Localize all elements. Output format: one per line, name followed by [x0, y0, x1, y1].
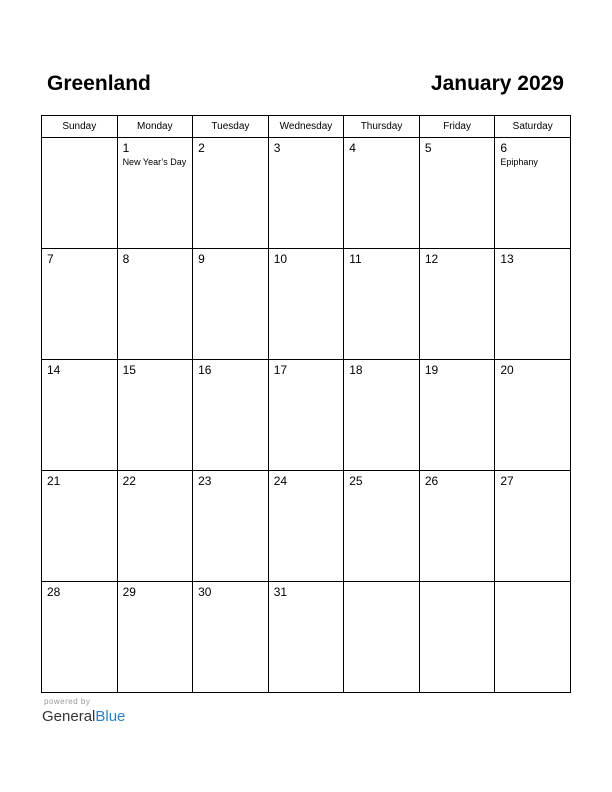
day-cell	[117, 138, 193, 249]
generalblue-logo[interactable]	[42, 708, 125, 725]
week-row	[42, 582, 571, 693]
holiday-label	[42, 377, 117, 378]
week-row	[42, 360, 571, 471]
day-cell	[419, 582, 495, 693]
day-cell	[193, 138, 269, 249]
holiday-label	[344, 585, 419, 586]
day-cell	[117, 582, 193, 693]
day-cell	[42, 360, 118, 471]
day-number: 14	[47, 363, 61, 377]
day-cell	[495, 138, 571, 249]
holiday-label	[42, 266, 117, 267]
day-cell	[495, 582, 571, 693]
day-number: 7	[47, 252, 54, 266]
month-year-title: January 2029	[430, 72, 564, 95]
holiday-label	[344, 377, 419, 378]
day-number: 31	[273, 585, 288, 599]
country-title: Greenland	[47, 72, 151, 95]
weekday-header: Thursday	[344, 116, 420, 138]
weekday-header: Wednesday	[268, 116, 344, 138]
weekday-header: Tuesday	[193, 116, 269, 138]
day-cell	[495, 360, 571, 471]
holiday-label	[118, 377, 193, 378]
day-cell	[495, 471, 571, 582]
holiday-label	[193, 377, 268, 378]
day-number: 28	[47, 585, 61, 599]
day-cell	[42, 471, 118, 582]
day-number: 23	[198, 474, 212, 488]
day-cell	[344, 249, 420, 360]
holiday-label	[269, 488, 344, 489]
day-number: 4	[349, 141, 356, 155]
day-number: 19	[424, 363, 439, 377]
calendar-grid	[41, 115, 571, 693]
holiday-label	[420, 585, 495, 586]
day-cell	[419, 138, 495, 249]
holiday-label	[420, 155, 495, 156]
day-cell	[268, 471, 344, 582]
day-number: 10	[273, 252, 288, 266]
weekday-header-row	[42, 116, 571, 138]
holiday-label	[193, 488, 268, 489]
day-cell	[344, 138, 420, 249]
day-number: 5	[424, 141, 432, 155]
holiday-label	[269, 155, 344, 156]
day-cell	[268, 360, 344, 471]
day-cell	[117, 471, 193, 582]
holiday-label	[344, 155, 419, 156]
weekday-header: Sunday	[42, 116, 118, 138]
day-cell	[42, 582, 118, 693]
weekday-header: Saturday	[495, 116, 571, 138]
holiday-label	[495, 266, 570, 267]
day-number: 20	[500, 363, 514, 377]
day-cell	[419, 471, 495, 582]
holiday-label	[269, 599, 344, 600]
day-number: 29	[122, 585, 136, 599]
day-number: 30	[198, 585, 212, 599]
holiday-label	[344, 266, 419, 267]
day-number: 3	[273, 141, 281, 155]
holiday-label	[269, 377, 344, 378]
brand-blue: Blue	[95, 708, 126, 725]
holiday-label	[42, 488, 117, 489]
day-number: 8	[122, 252, 130, 266]
day-cell	[344, 471, 420, 582]
day-number: 1	[122, 141, 130, 155]
day-number: 21	[47, 474, 61, 488]
week-row	[42, 249, 571, 360]
day-cell	[193, 471, 269, 582]
holiday-label	[495, 585, 570, 586]
day-cell	[42, 138, 118, 249]
day-number: 2	[198, 141, 205, 155]
holiday-label	[269, 266, 344, 267]
holiday-label	[193, 599, 268, 600]
holiday-label	[118, 599, 193, 600]
day-number: 15	[122, 363, 136, 377]
day-number: 9	[198, 252, 205, 266]
day-cell	[419, 249, 495, 360]
holiday-label	[495, 377, 570, 378]
day-number: 12	[424, 252, 439, 266]
day-number: 6	[500, 141, 508, 155]
holiday-label	[118, 266, 193, 267]
day-cell	[268, 249, 344, 360]
week-row	[42, 138, 571, 249]
day-number: 13	[500, 252, 514, 266]
day-number: 17	[273, 363, 288, 377]
holiday-label	[495, 488, 570, 489]
holiday-label	[420, 377, 495, 378]
day-cell	[193, 249, 269, 360]
holiday-label: Epiphany	[500, 157, 538, 167]
day-cell	[193, 360, 269, 471]
weekday-header: Monday	[117, 116, 193, 138]
day-cell	[42, 249, 118, 360]
day-cell	[495, 249, 571, 360]
holiday-label: New Year’s Day	[122, 157, 187, 167]
day-number: 11	[349, 252, 362, 266]
day-cell	[344, 360, 420, 471]
day-number: 27	[500, 474, 514, 488]
powered-by-text: powered by	[44, 697, 91, 706]
day-cell	[419, 360, 495, 471]
holiday-label	[420, 266, 495, 267]
day-cell	[193, 582, 269, 693]
day-cell	[268, 138, 344, 249]
holiday-label	[118, 488, 193, 489]
day-number: 18	[349, 363, 363, 377]
holiday-label	[42, 141, 117, 142]
holiday-label	[193, 155, 268, 156]
day-number: 25	[349, 474, 363, 488]
holiday-label	[344, 488, 419, 489]
day-cell	[268, 582, 344, 693]
holiday-label	[42, 599, 117, 600]
week-row	[42, 471, 571, 582]
day-cell	[117, 249, 193, 360]
day-number: 16	[198, 363, 212, 377]
holiday-label	[420, 488, 495, 489]
day-number: 22	[122, 474, 136, 488]
holiday-label	[193, 266, 268, 267]
weekday-header: Friday	[419, 116, 495, 138]
brand-general: General	[42, 708, 96, 725]
day-cell	[117, 360, 193, 471]
day-number: 26	[424, 474, 439, 488]
day-cell	[344, 582, 420, 693]
day-number: 24	[273, 474, 288, 488]
